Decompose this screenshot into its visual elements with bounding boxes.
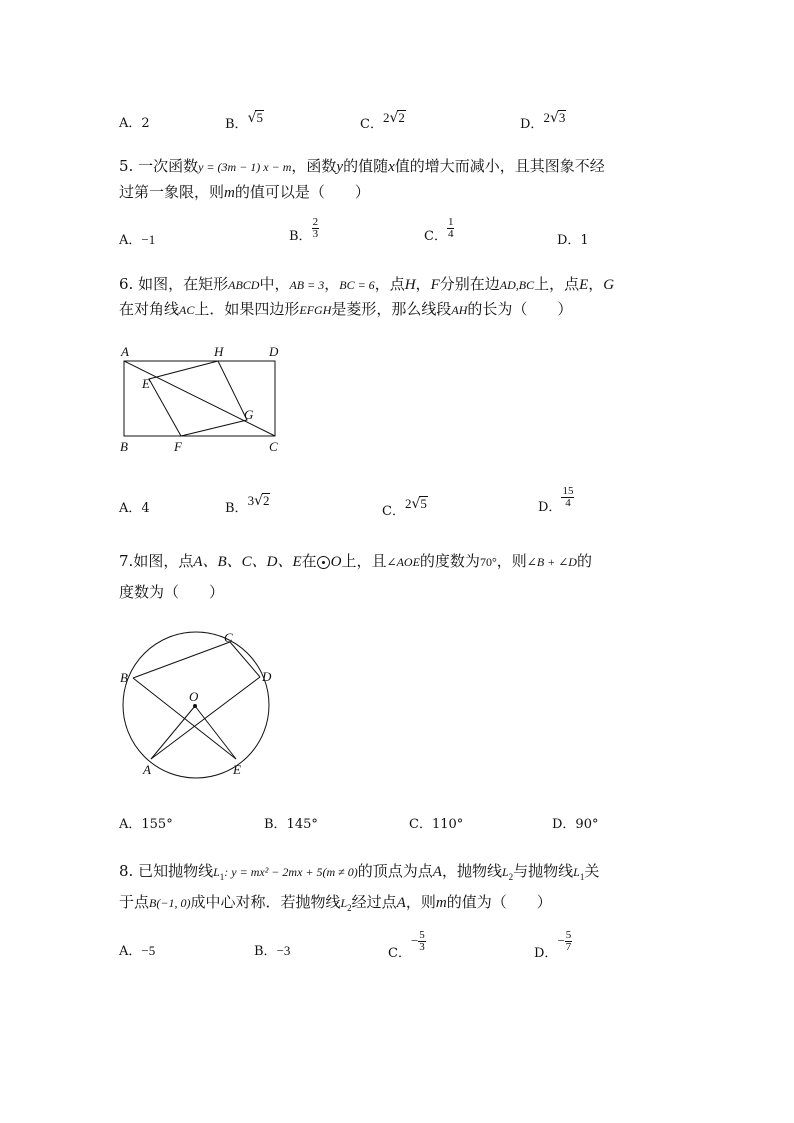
label-o: O <box>189 689 199 704</box>
label-b: B <box>120 670 128 685</box>
label-c: C <box>224 630 233 645</box>
label-e: E <box>233 762 241 777</box>
rhombus-efgh <box>149 361 247 436</box>
chord-da <box>151 677 260 759</box>
q4-option-b[interactable]: B．√5 <box>225 110 263 132</box>
q5-option-a[interactable]: A．−1 <box>119 232 156 248</box>
q7-option-b[interactable]: B．145° <box>264 817 318 832</box>
q8-option-d[interactable]: D．− $\frac{5}{7}$ <box>534 929 572 961</box>
chord-bc <box>133 642 230 678</box>
q5-stem-line1: 5. 一次函数y = (3m − 1) x − m，函数y的值随x值的增大而减小，且其图象不经 <box>119 157 605 175</box>
radius-oe <box>195 706 236 759</box>
label-g: G <box>244 407 254 422</box>
q5-option-b[interactable]: B． $\frac{2}{3}$ <box>289 216 319 244</box>
q7-circle-figure <box>110 625 290 785</box>
q6-option-b[interactable]: B．3√2 <box>225 493 270 516</box>
label-d: D <box>262 669 272 684</box>
label-h: H <box>214 344 224 359</box>
q4-option-a[interactable]: A．2 <box>119 116 150 131</box>
q5-stem-line2: 过第一象限，则m的值可以是（ ） <box>119 183 370 201</box>
q6-option-c[interactable]: C．2√5 <box>382 496 427 519</box>
label-c: C <box>269 439 278 454</box>
q5-option-d[interactable]: D．1 <box>557 233 589 248</box>
q7-option-d[interactable]: D．90° <box>552 817 599 832</box>
q7-stem-line1: 7.如图，点A、B、C、D、E在 O上，且∠AOE的度数为70°，则∠B + ∠D的 <box>119 552 592 570</box>
radius-oa <box>151 706 195 759</box>
q7-option-a[interactable]: A．155° <box>119 817 173 832</box>
q7-stem-line2: 度数为（ ） <box>119 583 225 601</box>
label-d: D <box>269 344 279 359</box>
diagonal-ac <box>124 361 275 436</box>
q6-option-a[interactable]: A．4 <box>119 501 150 516</box>
chord-cd <box>230 642 260 677</box>
q8-option-b[interactable]: B．−3 <box>254 943 291 959</box>
label-f: F <box>174 439 182 454</box>
circle-dot-symbol <box>317 556 330 569</box>
q4-option-d[interactable]: D．2√3 <box>520 110 566 132</box>
q8-stem-line1: 8. 已知抛物线$L_1$: y = mx² − 2mx + 5(m ≠ 0)的顶点为点A，抛物线$L_2$与抛物线$L_1$关 <box>119 862 600 882</box>
q6-rectangle-figure <box>110 340 300 460</box>
q8-option-c[interactable]: C．− $\frac{5}{3}$ <box>388 929 425 961</box>
q6-stem-line2: 在对角线AC上．如果四边形EFGH是菱形，那么线段AH的长为（ ） <box>119 300 573 318</box>
q8-option-a[interactable]: A．−5 <box>119 943 156 959</box>
q5-option-c[interactable]: C． $\frac{1}{4}$ <box>424 216 454 244</box>
q6-option-d[interactable]: D． $\frac{15}{4}$ <box>538 485 574 515</box>
label-a: A <box>121 344 129 359</box>
q6-stem-line1: 6. 如图，在矩形ABCD中，AB = 3，BC = 6，点H，F分别在边AD,BC上，点E，G <box>119 275 615 293</box>
q4-option-c[interactable]: C．2√2 <box>360 110 405 132</box>
q8-stem-line2: 于点B(−1, 0)成中心对称．若抛物线$L_2$经过点A，则m的值为（ ） <box>119 893 552 913</box>
q7-option-c[interactable]: C．110° <box>409 817 464 832</box>
label-a: A <box>143 762 151 777</box>
label-e: E <box>142 376 150 391</box>
center-point-o <box>193 704 197 708</box>
label-b: B <box>120 439 128 454</box>
